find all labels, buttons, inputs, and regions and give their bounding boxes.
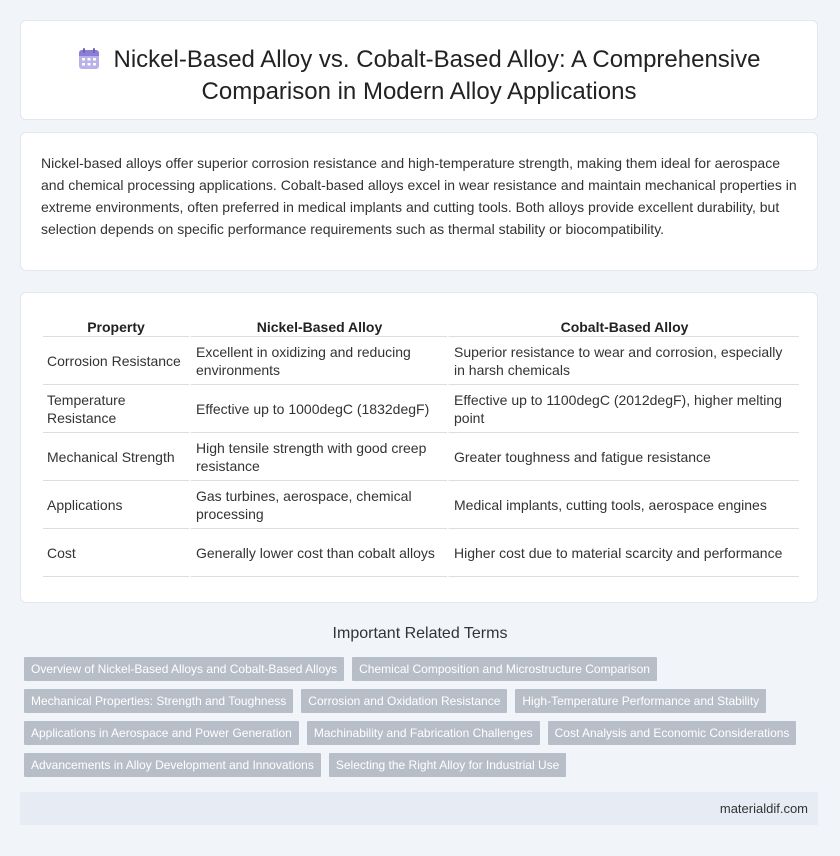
table-cell-property: Mechanical Strength (43, 433, 189, 481)
table-cell-cobalt: Greater toughness and fatigue resistance (447, 433, 799, 481)
tag-row (24, 753, 824, 777)
related-terms-heading: Important Related Terms (332, 625, 508, 642)
title-card (20, 20, 818, 120)
table-row (43, 385, 799, 433)
tag-link[interactable]: Chemical Composition and Microstructure Comparison (352, 657, 657, 681)
related-terms-tags (24, 657, 824, 785)
table-cell-nickel: Excellent in oxidizing and reducing environments (189, 337, 447, 385)
table-cell-property: Corrosion Resistance (43, 337, 189, 385)
comparison-table (43, 315, 799, 577)
table-cell-nickel: High tensile strength with good creep resistance (189, 433, 447, 481)
table-cell-nickel: Gas turbines, aerospace, chemical processing (189, 481, 447, 529)
tag-link[interactable]: Machinability and Fabrication Challenges (307, 721, 540, 745)
table-cell-cobalt: Higher cost due to material scarcity and performance (447, 529, 799, 577)
table-cell-nickel: Effective up to 1000degC (1832degF) (189, 385, 447, 433)
tag-row (24, 689, 824, 713)
table-cell-cobalt: Effective up to 1100degC (2012degF), higher melting point (447, 385, 799, 433)
table-cell-cobalt: Superior resistance to wear and corrosion, especially in harsh chemicals (447, 337, 799, 385)
table-row (43, 433, 799, 481)
page-title-text: Nickel-Based Alloy vs. Cobalt-Based Alloy: A Comprehensive Comparison in Modern Alloy Applications (113, 46, 761, 105)
tag-row (24, 657, 824, 681)
table-header-row (43, 315, 799, 337)
table-row (43, 481, 799, 529)
page-title (21, 21, 817, 106)
table-row (43, 337, 799, 385)
tag-link[interactable]: Selecting the Right Alloy for Industrial Use (329, 753, 566, 777)
table-cell-nickel: Generally lower cost than cobalt alloys (189, 529, 447, 577)
tag-link[interactable]: Cost Analysis and Economic Considerations (548, 721, 797, 745)
table-cell-property: Temperature Resistance (43, 385, 189, 433)
table-row (43, 529, 799, 577)
header-cobalt: Cobalt-Based Alloy (447, 315, 799, 337)
header-nickel: Nickel-Based Alloy (189, 315, 447, 337)
table-cell-property: Applications (43, 481, 189, 529)
header-property: Property (43, 315, 189, 337)
tag-link[interactable]: High-Temperature Performance and Stability (515, 689, 766, 713)
tag-link[interactable]: Corrosion and Oxidation Resistance (301, 689, 507, 713)
tag-link[interactable]: Applications in Aerospace and Power Generation (24, 721, 299, 745)
intro-text: Nickel-based alloys offer superior corrosion resistance and high-temperature strength, making them ideal for aerospace and chemical processing applications. Cobalt-based alloys excel in wear resistance and maintain mechanical properties in extreme environments, often preferred in medical implants and cutting tools. Both alloys provide excellent durability, but selection depends on specific performance requirements such as thermal stability or biocompatibility. (41, 155, 797, 237)
tag-link[interactable]: Mechanical Properties: Strength and Toughness (24, 689, 293, 713)
intro-card (20, 132, 818, 271)
calendar-icon (78, 48, 100, 77)
tag-row (24, 721, 824, 745)
tag-link[interactable]: Overview of Nickel-Based Alloys and Cobalt-Based Alloys (24, 657, 344, 681)
footer (20, 792, 818, 825)
table-cell-property: Cost (43, 529, 189, 577)
tag-link[interactable]: Advancements in Alloy Development and Innovations (24, 753, 321, 777)
footer-site-link[interactable]: materialdif.com (719, 801, 808, 816)
comparison-card (20, 292, 818, 603)
table-cell-cobalt: Medical implants, cutting tools, aerospace engines (447, 481, 799, 529)
